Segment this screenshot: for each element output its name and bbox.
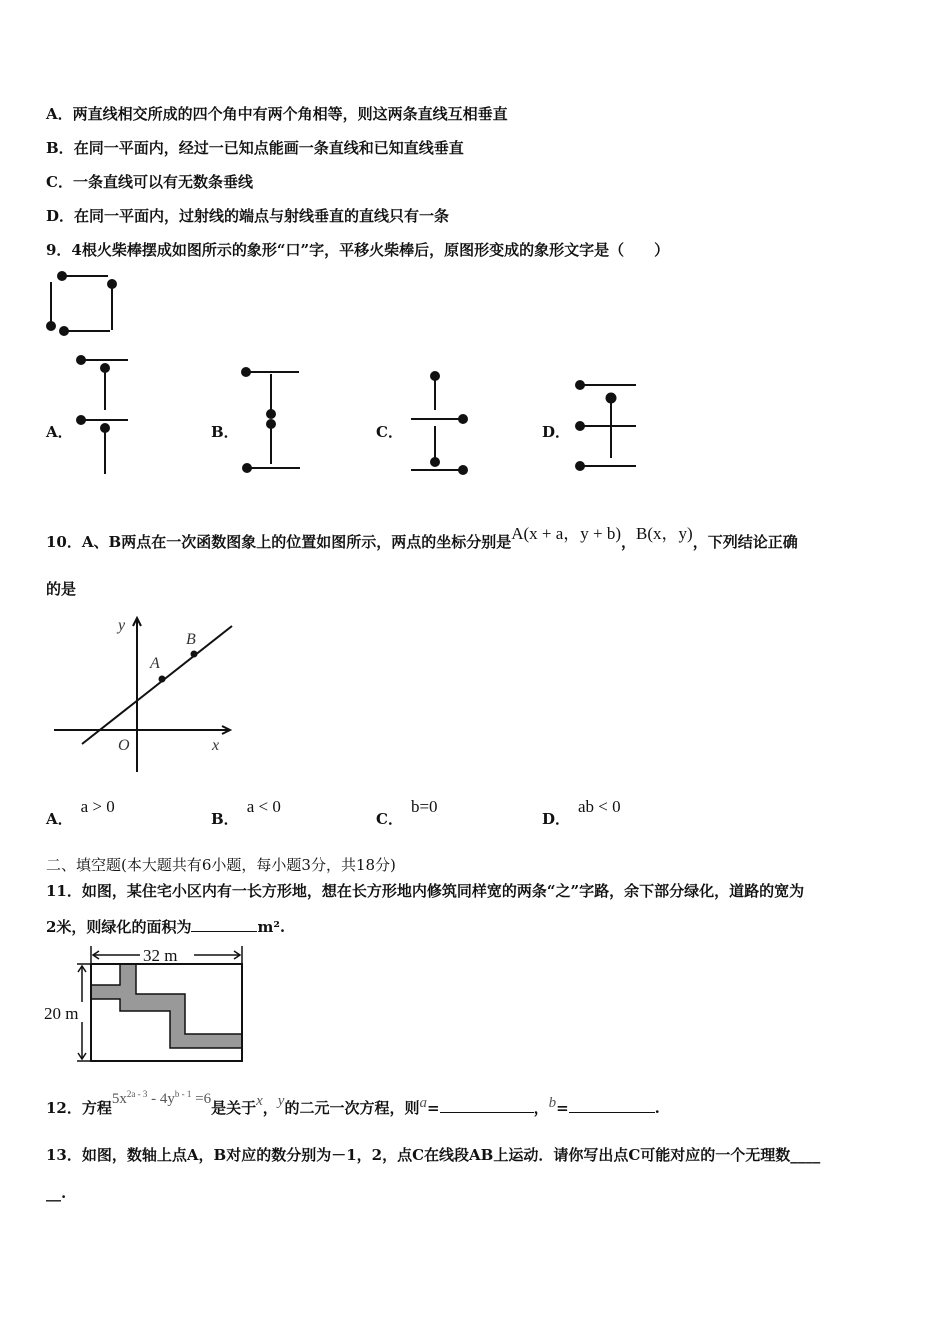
q10-coord-a: A(x + a，y + b) [511,524,622,543]
q10-option-c: C．b=0 [376,797,438,828]
point-b [191,651,198,658]
q9-option-b-figure [238,360,304,478]
zigzag-road [91,964,242,1048]
x-axis-label: x [212,737,220,754]
q9-option-d-figure [570,374,640,476]
point-a-label: A [150,655,160,672]
q10-text-line2: 的是 [46,580,77,598]
q12-answer-b-blank[interactable] [569,1098,655,1113]
q10-option-a: A．a > 0 [46,797,115,828]
section-2-heading: 二、填空题(本大题共有6小题，每小题3分，共18分) [46,856,396,874]
q11-figure [44,944,250,1066]
q9-option-c: C． [376,423,403,441]
q12-text: 12．方程$5x^{2a - 3} - 4y^{b - 1} =6$是关于x，y的二元一次方程，则a= ，b= . [46,1089,660,1117]
q10-text: 10．A、B两点在一次函数图象上的位置如图所示，两点的坐标分别是A(x + a，y + b)，B(x，y)，下列结论正确 [46,524,798,551]
q10-graph [50,612,250,780]
q8-option-c: C．一条直线可以有无数条垂线 [46,173,253,191]
q9-original-figure [40,268,130,340]
q9-option-b: B． [211,423,239,441]
q8-option-b: B．在同一平面内，经过一已知点能画一条直线和已知直线垂直 [46,139,464,157]
q9-option-c-figure [405,366,473,476]
q11-text-line1: 11．如图，某住宅小区内有一长方形地，想在长方形地内修筑同样宽的两条“之”字路，余下部分绿化，道路的宽为 [46,882,805,900]
q9-text: 9．4根火柴棒摆成如图所示的象形“口”字，平移火柴棒后，原图形变成的象形文字是（ ） [46,241,670,259]
point-a [159,676,166,683]
q10-coord-b: B(x，y) [636,524,693,543]
q9-option-a: A． [46,423,73,441]
origin-label: O [118,737,130,754]
q9-option-d: D． [542,423,571,441]
height-label: 20 m [44,1004,79,1023]
q13-text-line2: __. [46,1184,67,1202]
q12-equation: $5x^{2a - 3} - 4y^{b - 1} =6$ [111,1089,212,1107]
q10-option-d: D．ab < 0 [542,797,621,828]
q12-answer-a-blank[interactable] [440,1098,534,1113]
point-b-label: B [186,631,196,648]
width-label: 32 m [143,946,178,965]
q8-option-d: D．在同一平面内，过射线的端点与射线垂直的直线只有一条 [46,207,450,225]
q11-answer-blank[interactable] [191,917,257,932]
q13-text-line1: 13．如图，数轴上点A，B对应的数分别为－1，2，点C在线段AB上运动．请你写出点C可能对应的一个无理数____ [46,1146,821,1164]
q10-option-b: B．a < 0 [211,797,281,828]
q9-option-a-figure [72,350,136,478]
q8-option-a: A．两直线相交所成的四个角中有两个角相等，则这两条直线互相垂直 [46,105,508,123]
q11-text-line2: 2米，则绿化的面积为 m². [46,918,286,936]
y-axis-label: y [118,617,126,634]
function-line [82,626,232,744]
